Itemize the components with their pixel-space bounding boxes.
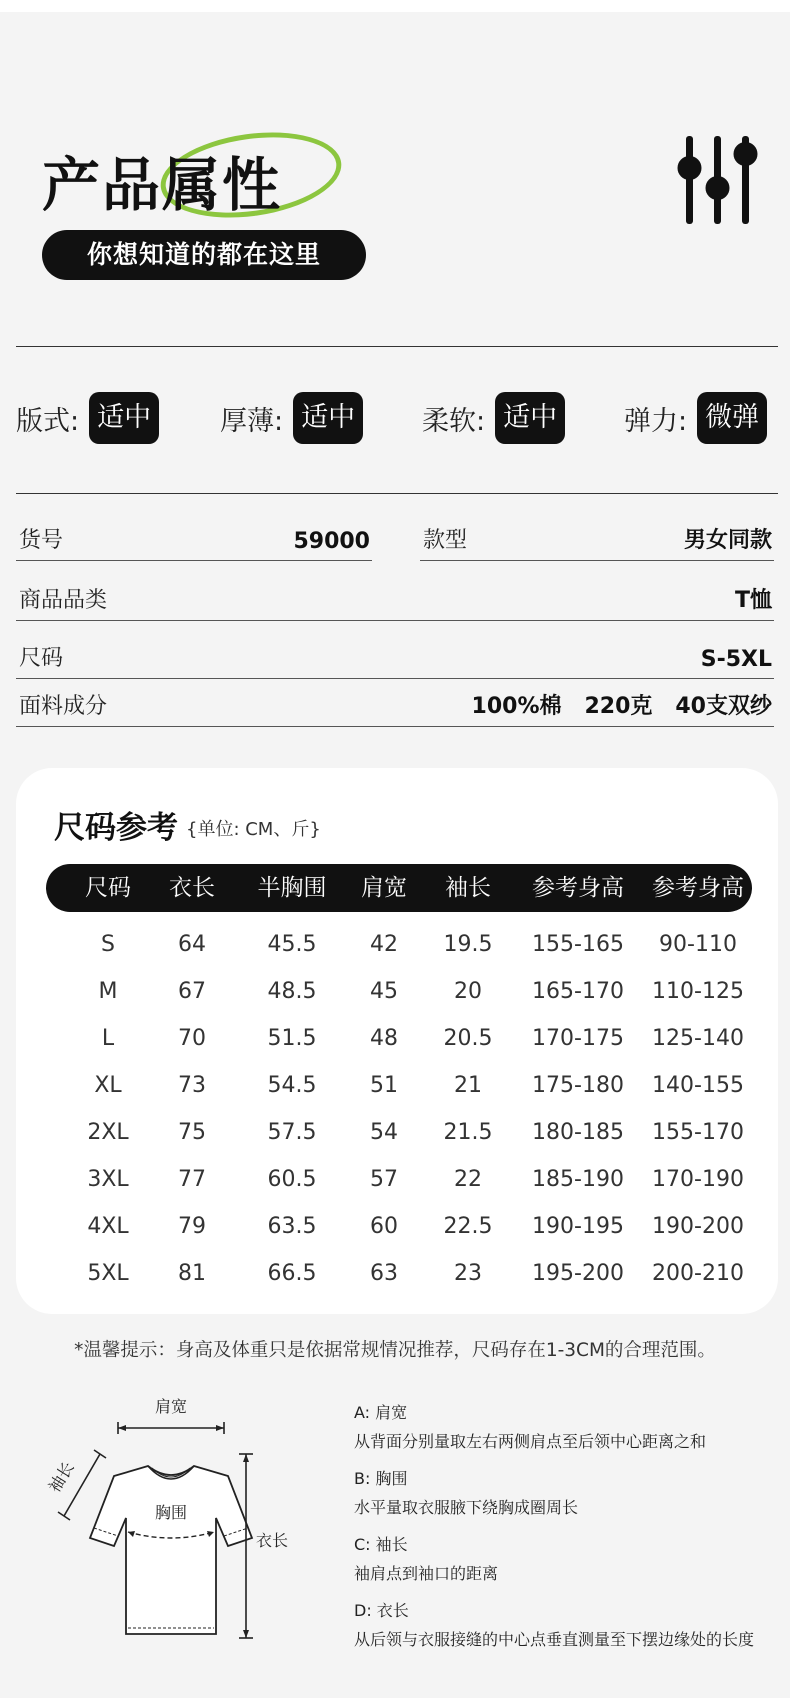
info-row-fabric [16,690,774,727]
info-value: 100%棉 220克 40支双纱 [471,694,772,719]
table-cell: 70 [178,1026,206,1051]
table-cell: 20.5 [443,1026,493,1051]
definition-title: C: 袖长 [354,1535,408,1554]
info-value: 男女同款 [683,528,772,553]
table-cell: 60 [370,1214,398,1239]
info-label: 商品品类 [19,588,108,613]
attr-softness [422,392,565,444]
table-cell: 140-155 [652,1073,744,1098]
info-row-size [16,642,774,679]
definition-desc: 从背面分别量取左右两侧肩点至后领中心距离之和 [354,1432,707,1451]
table-row [16,1016,778,1062]
definition-desc: 从后领与衣服接缝的中心点垂直测量至下摆边缘处的长度 [354,1630,755,1649]
table-cell: 57 [370,1167,398,1192]
attr-value-pill: 适中 [89,392,159,444]
table-header-cell: 参考身高 [532,875,624,901]
table-cell: 19.5 [443,932,493,957]
table-cell: 42 [370,932,398,957]
table-cell: 60.5 [267,1167,317,1192]
attr-value-pill: 适中 [293,392,363,444]
info-label: 尺码 [19,646,64,671]
table-cell: 175-180 [532,1073,624,1098]
table-cell: 180-185 [532,1120,624,1145]
table-cell: 22 [454,1167,482,1192]
divider [16,493,778,494]
info-label: 面料成分 [19,694,108,719]
info-value: S-5XL [700,647,772,672]
table-cell: 200-210 [652,1261,744,1286]
table-cell: 190-200 [652,1214,744,1239]
info-value: T恤 [734,588,772,613]
table-cell: 5XL [87,1261,129,1286]
definition-chest [354,1466,774,1518]
table-cell: 155-170 [652,1120,744,1145]
info-row-style [420,524,774,561]
table-row [16,922,778,968]
table-row [16,1204,778,1250]
table-cell: 125-140 [652,1026,744,1051]
attr-thickness [220,392,363,444]
table-header-cell: 衣长 [169,875,215,901]
info-value: 59000 [293,529,370,554]
title-block [42,128,382,218]
table-cell: 48.5 [267,979,317,1004]
table-cell: 170-190 [652,1167,744,1192]
table-cell: 51 [370,1073,398,1098]
table-header-cell: 袖长 [445,875,491,901]
table-row [16,1110,778,1156]
table-cell: 20 [454,979,482,1004]
length-label: 衣长 [255,1531,289,1550]
subtitle-pill: 你想知道的都在这里 [42,230,366,280]
size-chart-unit: {单位: CM、斤} [186,819,321,840]
table-cell: 63.5 [267,1214,317,1239]
size-chart-title: 尺码参考 [54,810,178,846]
attr-label: 柔软: [422,405,486,437]
table-cell: 4XL [87,1214,129,1239]
attr-elasticity [624,392,767,444]
table-cell: M [98,979,118,1004]
table-cell: 170-175 [532,1026,624,1051]
table-cell: 110-125 [652,979,744,1004]
table-cell: 66.5 [267,1261,317,1286]
table-cell: 90-110 [659,932,737,957]
table-cell: 165-170 [532,979,624,1004]
table-cell: 77 [178,1167,206,1192]
sleeve-label: 袖长 [44,1458,78,1496]
definition-sleeve [354,1532,774,1584]
size-note: *温馨提示：身高及体重只是依据常规情况推荐，尺码存在1-3CM的合理范围。 [74,1340,716,1361]
info-label: 货号 [19,528,64,553]
table-cell: 21.5 [443,1120,493,1145]
table-cell: 185-190 [532,1167,624,1192]
table-row [16,969,778,1015]
definition-desc: 袖肩点到袖口的距离 [354,1564,499,1583]
page-title: 产品属性 [42,151,283,219]
table-cell: 23 [454,1261,482,1286]
table-cell: L [101,1026,115,1051]
definition-desc: 水平量取衣服腋下绕胸成圈周长 [354,1498,579,1517]
sliders-icon [672,134,764,226]
table-cell: 3XL [87,1167,129,1192]
info-label: 款型 [423,528,468,553]
table-cell: 64 [178,932,206,957]
table-cell: 63 [370,1261,398,1286]
size-chart-card [16,768,778,1314]
attr-label: 厚薄: [220,405,284,437]
table-cell: 21 [454,1073,482,1098]
chest-label: 胸围 [154,1503,188,1522]
size-table-header [46,864,752,912]
table-header-cell: 参考身高 [652,875,744,901]
shoulder-label: 肩宽 [154,1397,188,1416]
info-row-item-no [16,524,372,561]
table-cell: 45.5 [267,932,317,957]
table-row [16,1063,778,1109]
table-cell: 75 [178,1120,206,1145]
table-cell: 195-200 [532,1261,624,1286]
attr-label: 弹力: [624,405,688,437]
table-cell: 48 [370,1026,398,1051]
table-cell: 79 [178,1214,206,1239]
table-cell: 54.5 [267,1073,317,1098]
table-cell: 2XL [87,1120,129,1145]
table-header-cell: 半胸围 [257,875,327,901]
attr-label: 版式: [16,405,80,437]
table-cell: 54 [370,1120,398,1145]
table-cell: 155-165 [532,932,624,957]
tshirt-measure-diagram [38,1388,338,1658]
attr-fit [16,392,159,444]
table-cell: 22.5 [443,1214,493,1239]
attr-value-pill: 微弹 [697,392,767,444]
info-row-category [16,584,774,621]
definition-title: D: 衣长 [354,1601,409,1620]
table-row [16,1157,778,1203]
table-cell: S [101,932,115,957]
table-cell: 190-195 [532,1214,624,1239]
table-cell: 81 [178,1261,206,1286]
top-strip [0,0,790,12]
definition-shoulder [354,1400,774,1452]
definition-title: A: 肩宽 [354,1403,408,1422]
table-cell: XL [94,1073,122,1098]
table-row [16,1251,778,1297]
table-cell: 45 [370,979,398,1004]
table-cell: 67 [178,979,206,1004]
definition-length [354,1598,774,1650]
divider [16,346,778,347]
table-cell: 51.5 [267,1026,317,1051]
attr-value-pill: 适中 [495,392,565,444]
table-cell: 73 [178,1073,206,1098]
table-header-cell: 肩宽 [361,875,407,901]
table-header-cell: 尺码 [85,875,131,901]
definition-title: B: 胸围 [354,1469,408,1488]
table-cell: 57.5 [267,1120,317,1145]
